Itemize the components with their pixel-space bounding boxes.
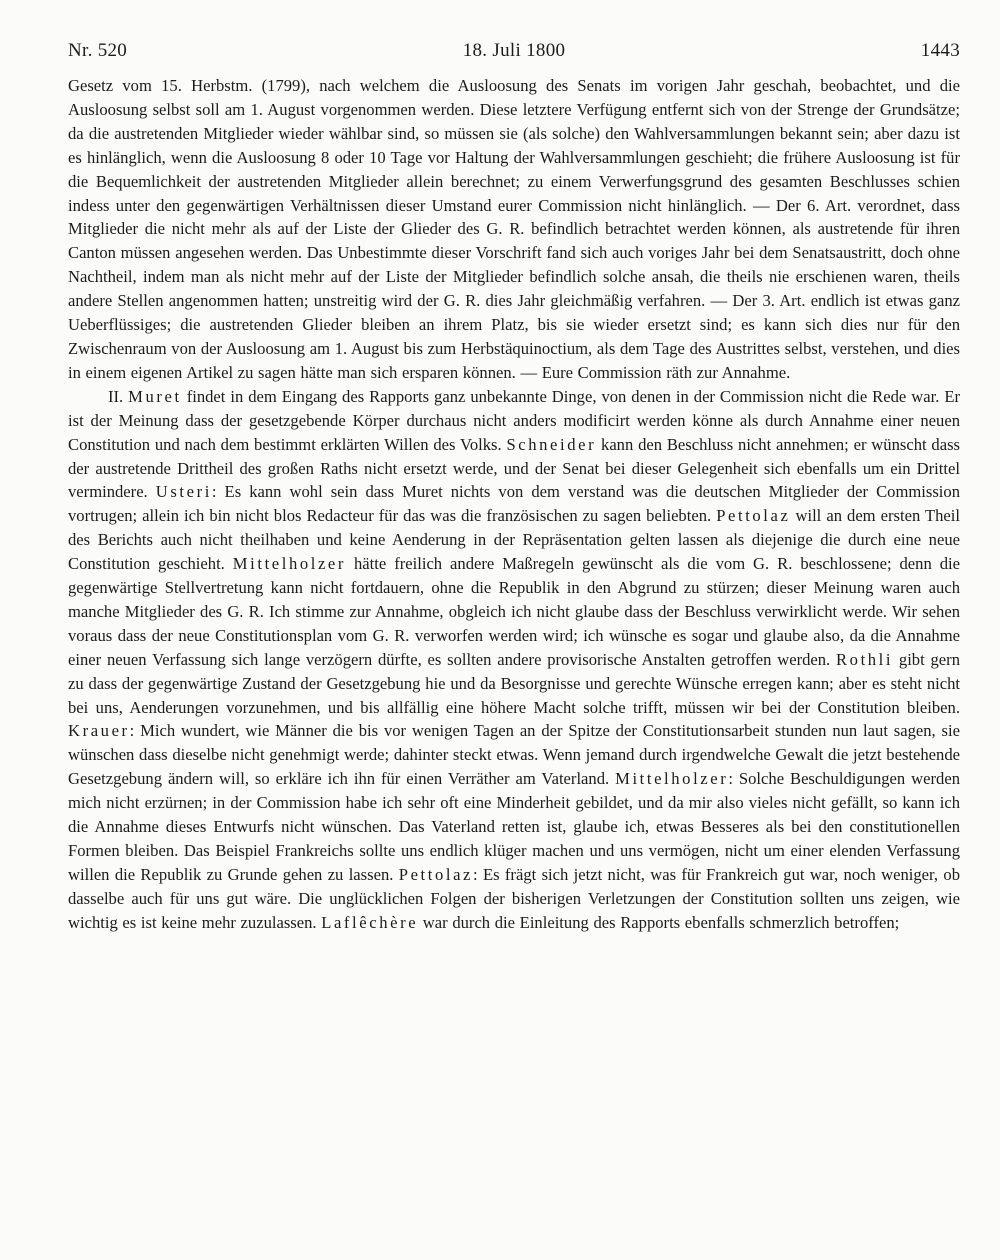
text-run: gibt gern zu dass der gegenwärtige Zustand der Gesetzgebung hie und da Besorgnisse und gerechte Wünsche erregen kann; aber es steht nicht bei uns, Aenderungen vorzunehmen, und bis allfällig eine höhere Macht solche trifft, müssen wir bei der Constitution bleiben.	[68, 649, 960, 717]
text-run: : Es kann wohl sein dass Muret nichts von dem verstand was die deutschen Mitglieder der Commission vortrugen; allein ich bin nicht blos Redacteur für das was die französischen zu sagen beliebten.	[68, 482, 960, 526]
text-run: kann den Beschluss nicht annehmen; er wünscht dass der austretende Drittheil des großen Raths nicht ersetzt werde, und der Senat bei dieser Gelegenheit sich ebenfalls um ein Drittel vermindere.	[68, 434, 960, 502]
text-run: will an dem ersten Theil des Berichts auch nicht theilhaben und keine Aenderung in der Repräsentation gelten lassen als diejenige die durch eine neue Constitution geschieht.	[68, 506, 960, 574]
text-run: II.	[108, 386, 129, 406]
text-run: findet in dem Eingang des Rapports ganz unbekannte Dinge, von denen in der Commission nicht die Rede war. Er ist der Meinung dass der gesetzgebende Körper durchaus nicht anders modificirt werden könne als durch Annahme einer neuen Constitution und nach dem bestimmt erklärten Willen des Volks.	[68, 386, 960, 454]
paragraph	[68, 74, 960, 385]
speaker-name: Muret	[128, 386, 182, 406]
text-run: Gesetz vom 15. Herbstm. (1799), nach welchem die Ausloosung des Senats im vorigen Jahr geschah, beobachtet, und die Ausloosung selbst soll am 1. August vorgenommen werden. Diese letztere Verfügung entfernt sich von der Strenge der Grundsätze; da die austretenden Mitglieder wieder wählbar sind, so müssen sie (als solche) den Wahlversammlungen bekannt sein; aber dazu ist es hinlänglich, wenn die Ausloosung 8 oder 10 Tage vor Haltung der Wahlversammlungen geschieht; die frühere Ausloosung ist für die Bequemlichkeit der austretenden Mitglieder allein berechnet; zu einem Verwerfungsgrund des gesamten Beschlusses schien indess unter den gegenwärtigen Verhältnissen dieser Umstand eurer Commission nicht hinlänglich. — Der 6. Art. verordnet, dass Mitglieder die nicht mehr als auf der Liste der Glieder des G. R. befindlich betrachtet werden können, als austretende für ihren Canton müssen angesehen werden. Das Unbestimmte dieser Vorschrift fand sich auch voriges Jahr bei dem Senatsaustritt, doch ohne Nachtheil, indem man als nicht mehr auf der Liste der Mitglieder befindlich solche ansah, die theils nie erschienen waren, theils andere Stellen angenommen hatten; unstreitig wird der G. R. dies Jahr gleichmäßig verfahren. — Der 3. Art. endlich ist etwas ganz Ueberflüssiges; die austretenden Glieder bleiben an ihrem Platz, bis sie wieder ersetzt sind; es kann sich dies nur für den Zwischenraum von der Ausloosung am 1. August bis zum Herbstäquinoctium, als dem Tage des Austrittes selbst, verstehen, und dies in einem eigenen Artikel zu sagen hätte man sich ersparen können. — Eure Commission räth zur Annahme.	[68, 76, 960, 382]
date-heading: 18. Juli 1800	[462, 40, 566, 61]
speaker-name: Usteri	[155, 482, 212, 502]
text-run: : Solche Beschuldigungen werden mich nicht erzürnen; in der Commission habe ich sehr oft eine Minderheit gebildet, und da mir also vieles nicht gefällt, so kann ich die Annahme dieses Entwurfs nicht wünschen. Das Vaterland retten ist, glaube ich, etwas Besseres als bei den constitutionellen Formen bleiben. Das Beispiel Frankreichs sollte uns endlich klüger machen und uns vermögen, nicht um einer elenden Verfassung willen die Republik zu Grunde gehen zu lassen.	[68, 769, 960, 884]
body-text	[68, 74, 960, 935]
page-number: 1443	[920, 40, 960, 61]
document-number: Nr. 520	[68, 40, 128, 61]
speaker-name: Krauer	[68, 721, 130, 741]
paragraph	[68, 385, 960, 935]
text-run: : Mich wundert, wie Männer die bis vor wenigen Tagen an der Spitze der Constitutionsarbeit stunden nun laut sagen, sie wünschen dass dieselbe nicht genehmigt werde; dahinter steckt etwas. Wenn jemand durch irgendwelche Gewalt die jetzt bestehende Gesetzgebung ändern will, so erkläre ich ihn für einen Verräther am Vaterland.	[68, 721, 960, 789]
text-run: : Es frägt sich jetzt nicht, was für Frankreich gut war, noch weniger, ob dasselbe auch für uns gut wäre. Die unglücklichen Folgen der bisherigen Verletzungen der Constitution sollten uns zeigen, wie wichtig es ist keine mehr zuzulassen.	[68, 864, 960, 932]
speaker-name: Laflêchère	[321, 912, 419, 932]
speaker-name: Schneider	[506, 434, 597, 454]
speaker-name: Mittelholzer	[615, 769, 729, 789]
speaker-name: Mittelholzer	[232, 554, 347, 574]
running-head	[68, 40, 960, 74]
speaker-name: Pettolaz	[716, 506, 791, 526]
text-run: war durch die Einleitung des Rapports ebenfalls schmerzlich betroffen;	[418, 912, 900, 932]
speaker-name: Pettolaz	[398, 864, 474, 884]
speaker-name: Rothli	[836, 649, 894, 669]
text-run: hätte freilich andere Maßregeln gewünscht als die vom G. R. beschlossene; denn die gegenwärtige Stellvertretung kann nicht fortdauern, ohne die Republik in den Abgrund zu stürzen; dieser Meinung waren auch manche Mitglieder des G. R. Ich stimme zur Annahme, obgleich ich nicht glaube dass der Beschluss verwirklicht werde. Wir sehen voraus dass der neue Constitutionsplan vom G. R. verworfen werden wird; ich wünsche es sogar und glaube also, da die Annahme einer neuen Verfassung sich lange verzögern dürfte, es sollten andere provisorische Anstalten getroffen werden.	[68, 554, 960, 669]
